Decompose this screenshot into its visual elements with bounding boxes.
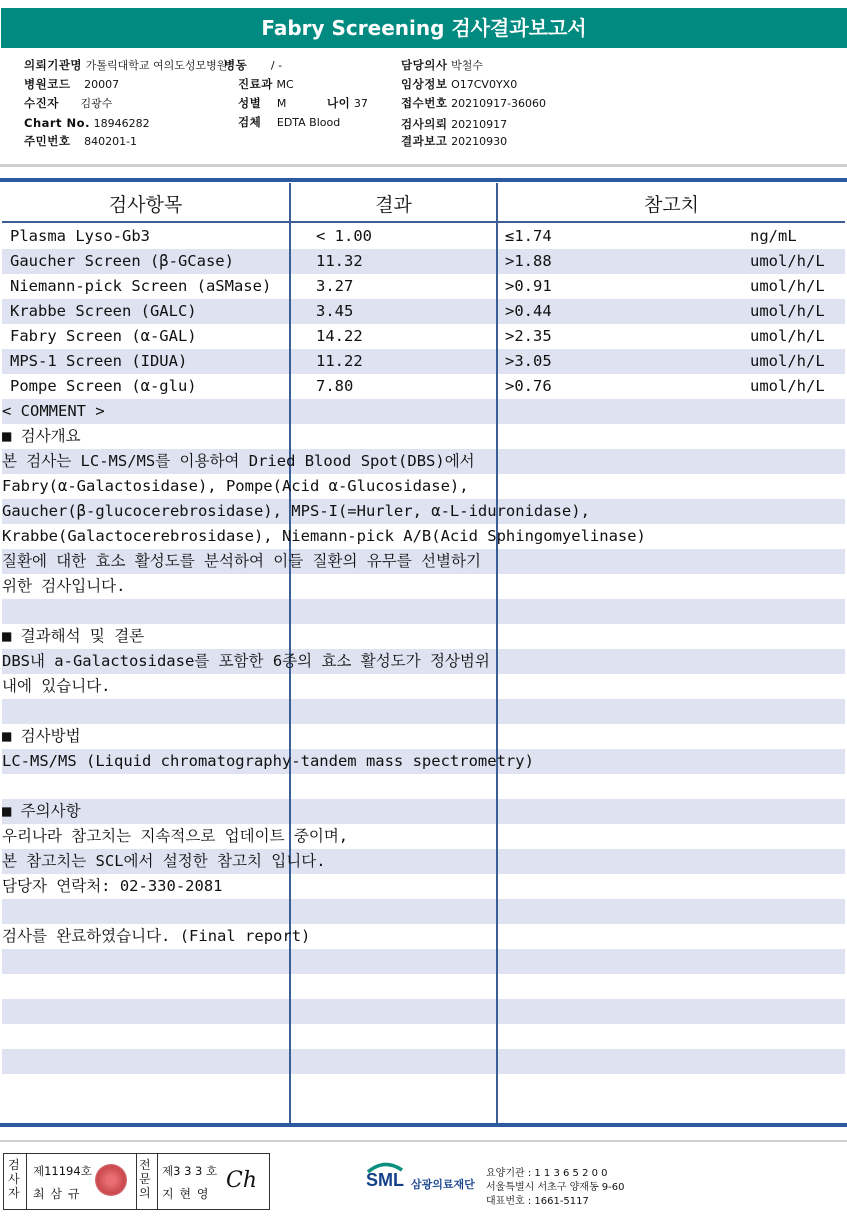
row-band bbox=[2, 1074, 845, 1099]
clinical-value: O17CV0YX0 bbox=[451, 78, 518, 91]
header-divider bbox=[0, 164, 847, 167]
specialist-label: 전문의 bbox=[139, 1158, 151, 1200]
comment-line: 우리나라 참고치는 지속적으로 업데이트 중이며, bbox=[2, 827, 349, 845]
ward-label: 병동 bbox=[224, 58, 248, 72]
age-value: 37 bbox=[353, 97, 368, 110]
comment-line: 검사를 완료하였습니다. (Final report) bbox=[2, 927, 311, 945]
chart-value: 18946282 bbox=[93, 117, 150, 130]
column-divider bbox=[496, 183, 498, 1123]
row-ref: >0.91 bbox=[505, 277, 552, 295]
comment-line: 본 참고치는 SCL에서 설정한 참고치 입니다. bbox=[2, 852, 326, 870]
org-name: 삼광의료재단 bbox=[411, 1178, 475, 1191]
request-label: 검사의뢰 bbox=[401, 117, 448, 131]
comment-line: ■ 검사개요 bbox=[2, 427, 81, 445]
row-result: 3.45 bbox=[316, 302, 354, 320]
row-band bbox=[2, 774, 845, 799]
doctor-label: 담당의사 bbox=[401, 58, 448, 72]
comment-line: Fabry(α-Galactosidase), Pompe(Acid α-Glucosidase), bbox=[2, 477, 469, 495]
comment-line: < COMMENT > bbox=[2, 402, 105, 420]
comment-line: 내에 있습니다. bbox=[2, 677, 111, 695]
row-item: Krabbe Screen (GALC) bbox=[10, 302, 197, 320]
row-band bbox=[2, 799, 845, 824]
row-unit: umol/h/L bbox=[750, 277, 825, 295]
row-result: 11.22 bbox=[316, 352, 363, 370]
col-header-ref: 참고치 bbox=[643, 194, 700, 216]
header-row-border bbox=[2, 221, 845, 223]
dept-value: MC bbox=[276, 78, 294, 91]
row-unit: umol/h/L bbox=[750, 252, 825, 270]
report-date-label: 결과보고 bbox=[401, 134, 448, 148]
ward-value: / - bbox=[270, 59, 283, 72]
report-title: Fabry Screening 검사결과보고서 bbox=[1, 8, 847, 48]
sex-value: M bbox=[276, 97, 287, 110]
row-item: Plasma Lyso-Gb3 bbox=[10, 227, 150, 245]
comment-line: ■ 검사방법 bbox=[2, 727, 81, 745]
specimen-value: EDTA Blood bbox=[276, 116, 341, 129]
row-result: 14.22 bbox=[316, 327, 363, 345]
row-result: 11.32 bbox=[316, 252, 363, 270]
seal-icon bbox=[95, 1164, 127, 1196]
row-band bbox=[2, 699, 845, 724]
specialist-name: 지 현 영 bbox=[162, 1187, 210, 1201]
comment-line: Krabbe(Galactocerebrosidase), Niemann-pick A/B(Acid Sphingomyelinase) bbox=[2, 527, 646, 545]
request-value: 20210917 bbox=[451, 118, 508, 131]
org-code: 요양기관 : 1 1 3 6 5 2 0 0 bbox=[486, 1168, 608, 1179]
hospital-label: 의뢰기관명 bbox=[24, 58, 83, 72]
row-band bbox=[2, 574, 845, 599]
clinical-label: 임상정보 bbox=[401, 77, 448, 91]
comment-line: 담당자 연락처: 02-330-2081 bbox=[2, 877, 223, 895]
row-band bbox=[2, 599, 845, 624]
org-address: 서울특별시 서초구 양재동 9-60 bbox=[486, 1182, 625, 1193]
col-header-item: 검사항목 bbox=[108, 194, 183, 216]
row-item: Fabry Screen (α-GAL) bbox=[10, 327, 197, 345]
org-phone: 대표번호 : 1661-5117 bbox=[486, 1196, 589, 1207]
comment-line: Gaucher(β-glucocerebrosidase), MPS-I(=Hurler, α-L-iduronidase), bbox=[2, 502, 590, 520]
rrn-value: 840201-1 bbox=[84, 135, 138, 148]
row-band bbox=[2, 949, 845, 974]
receipt-label: 접수번호 bbox=[401, 96, 448, 110]
code-label: 병원코드 bbox=[24, 77, 71, 91]
row-ref: >0.76 bbox=[505, 377, 552, 395]
comment-line: ■ 주의사항 bbox=[2, 802, 81, 820]
footer-divider bbox=[0, 1140, 847, 1142]
signature: Ch bbox=[226, 1168, 258, 1193]
row-band bbox=[2, 724, 845, 749]
row-unit: umol/h/L bbox=[750, 352, 825, 370]
examiner-number: 제11194호 bbox=[33, 1164, 92, 1178]
comment-line: 위한 검사입니다. bbox=[2, 577, 126, 595]
comment-line: ■ 결과해석 및 결론 bbox=[2, 627, 145, 645]
row-band bbox=[2, 899, 845, 924]
specimen-label: 검체 bbox=[238, 115, 262, 129]
comment-line: DBS내 a-Galactosidase를 포함한 6종의 효소 활성도가 정상범위 bbox=[2, 652, 490, 670]
patient-label: 수진자 bbox=[24, 96, 59, 110]
row-ref: >0.44 bbox=[505, 302, 552, 320]
row-unit: umol/h/L bbox=[750, 302, 825, 320]
doctor-value: 박철수 bbox=[451, 59, 483, 72]
age-label: 나이 bbox=[327, 96, 351, 110]
row-band bbox=[2, 399, 845, 424]
chart-label: Chart No. bbox=[24, 116, 90, 130]
row-ref: >1.88 bbox=[505, 252, 552, 270]
sml-logo-text: SML bbox=[366, 1170, 404, 1190]
rrn-label: 주민번호 bbox=[24, 134, 71, 148]
row-ref: >2.35 bbox=[505, 327, 552, 345]
row-ref: >3.05 bbox=[505, 352, 552, 370]
comment-line: LC-MS/MS (Liquid chromatography-tandem mass spectrometry) bbox=[2, 752, 534, 770]
row-unit: ng/mL bbox=[750, 227, 797, 245]
comment-line: 질환에 대한 효소 활성도를 분석하여 이들 질환의 유무를 선별하기 bbox=[2, 552, 481, 570]
report-date-value: 20210930 bbox=[451, 135, 508, 148]
row-unit: umol/h/L bbox=[750, 377, 825, 395]
row-result: 7.80 bbox=[316, 377, 354, 395]
row-result: < 1.00 bbox=[316, 227, 372, 245]
table-bottom-border bbox=[0, 1123, 847, 1127]
row-item: Gaucher Screen (β-GCase) bbox=[10, 252, 234, 270]
row-band bbox=[2, 974, 845, 999]
row-item: Niemann-pick Screen (aSMase) bbox=[10, 277, 272, 295]
dept-label: 진료과 bbox=[238, 77, 273, 91]
comment-line: 본 검사는 LC-MS/MS를 이용하여 Dried Blood Spot(DBS)에서 bbox=[2, 452, 475, 470]
row-item: Pompe Screen (α-glu) bbox=[10, 377, 197, 395]
row-ref: ≤1.74 bbox=[505, 227, 552, 245]
row-band bbox=[2, 1049, 845, 1074]
row-band bbox=[2, 424, 845, 449]
hospital-value: 가톨릭대학교 여의도성모병원 bbox=[85, 59, 228, 72]
row-item: MPS-1 Screen (IDUA) bbox=[10, 352, 188, 370]
sex-label: 성별 bbox=[238, 96, 262, 110]
row-band bbox=[2, 674, 845, 699]
row-band bbox=[2, 999, 845, 1024]
examiner-label: 검사자 bbox=[8, 1158, 20, 1200]
patient-value: 김광수 bbox=[80, 97, 113, 110]
receipt-value: 20210917-36060 bbox=[451, 97, 547, 110]
specialist-number: 제3 3 3 호 bbox=[162, 1164, 218, 1178]
code-value: 20007 bbox=[84, 78, 120, 91]
row-result: 3.27 bbox=[316, 277, 354, 295]
col-header-result: 결과 bbox=[375, 194, 412, 216]
row-unit: umol/h/L bbox=[750, 327, 825, 345]
examiner-name: 최 삼 규 bbox=[33, 1187, 81, 1201]
row-band bbox=[2, 1024, 845, 1049]
